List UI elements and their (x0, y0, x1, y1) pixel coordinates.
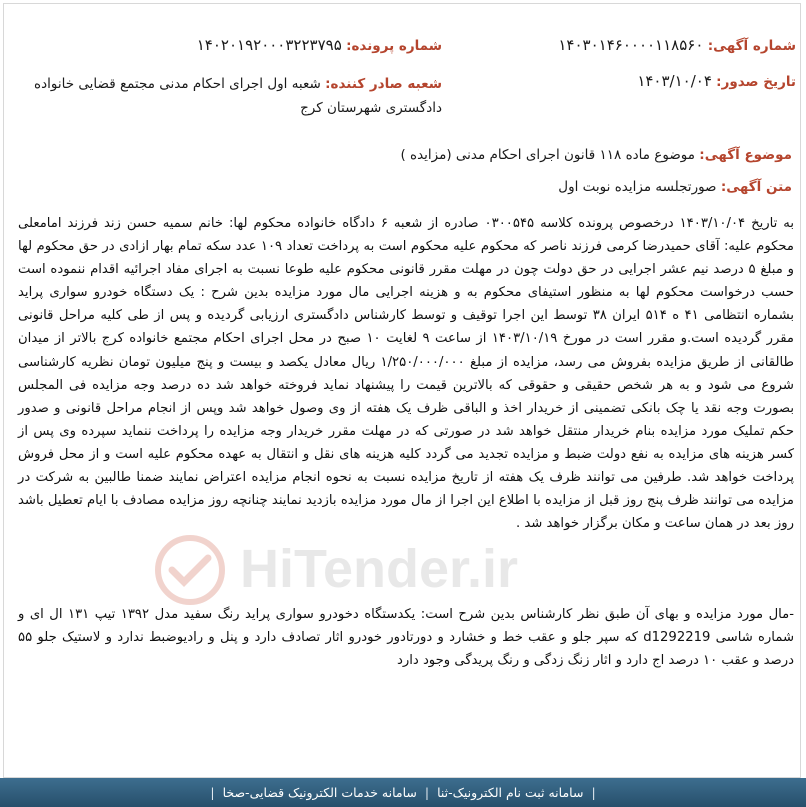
ad-number-label: شماره آگهی: (707, 38, 796, 54)
notice-body-paragraph-1: به تاریخ ۱۴۰۳/۱۰/۰۴ درخصوص پرونده کلاسه ۰۳۰۰۵۴۵ صادره از شعبه ۶ دادگاه خانواده محکوم لها: خانم سمیه حسن زند فرزند امامعلی محکوم علیه: آقای حمیدرضا کرمی فرزند ناصر که محکوم علیه محکوم است به پرداخت تعداد ۱۰۹ عدد سکه تمام بهار ازادی در حق محکوم لها و مبلغ ۵ درصد نیم عشر اجرایی در حق دولت چون در مهلت مقرر قانونی محکوم علیه طوعا نسبت به اجرای مفاد اجرائیه اقدام ننموده است حسب درخواست محکوم لها به منظور استیفای محکوم به و هزینه اجرایی مال مورد مزایده بدین شرح : یک دستگاه خودرو سواری پراید بشماره انتظامی ۴۱ ه ۵۱۴ ایران ۳۸ توسط این اجرا توقیف و توسط کارشناس دادگستری ارزیابی گردیده و پس از طی کلیه مراحل قانونی مقرر گردیده است.و مقرر است در مورخ ۱۴۰۳/۱۰/۱۹ از ساعت ۹ لغایت ۱۰ صبح در محل اجرای احکام مجتمع خانواده کرج بالاتر از میدان طالقانی از طریق مزایده بفروش می رسد، مزایده از مبلغ ۱/۲۵۰/۰۰۰/۰۰۰ ریال معادل یکصد و بیست و پنج میلیون تومان نظریه کارشناسی شروع می شود و به هر شخص حقیقی و حقوقی که بالاترین قیمت را پیشنهاد نماید فروخته خواهد شد ده درصد وجه مزایده فی المجلس بصورت وجه نقد یا چک بانکی تضمینی از خریدار اخذ و الباقی ظرف یک هفته از وی وصول خواهد شد وپس از انجام مراحل قانونی و صدور حکم تملیک مورد مزایده بنام خریدار منتقل خواهد شد در صورتی که در مهلت مقرر خریدار وجه مزایده را پرداخت ننماید سپرده وی پس از کسر هزینه های مزایده به نفع دولت ضبط و مزایده تجدید می گردد کلیه هزینه های نقل و انتقال به عهده محکوم علیه است و از محل فروش پرداخت خواهد شد. طرفین می توانند ظرف یک هفته از تاریخ مزایده نسبت به نحوه انجام مزایده اعتراض نمایند ضمنا طالبین به شرکت در مزایده می توانند ظرف پنج روز قبل از مزایده با اطلاع این اجرا از مال مورد مزایده بازدید نمایند چنانچه روز مزایده مصادف با ایام تعطیل باشد روز بعد در همان ساعت و مکان برگزار خواهد شد . (18, 216, 795, 532)
footer-separator: | (210, 785, 215, 800)
subject-row (400, 146, 792, 164)
notice-body-paragraph-2: -مال مورد مزایده و بهای آن طبق نظر کارشناس بدین شرح است: یکدستگاه دخودرو سواری پراید رنگ سفید مدل ۱۳۹۲ تیپ ۱۳۱ ال ای و شماره شاسی d1292219 که سپر جلو و عقب خط و خشارد و دورتادور خودرو اثار تصادف دارد و پنل و رادیوضبط ندارد و لاستیک جلو ۵۵ درصد و عقب ۱۰ درصد اج دارد و اثار زنگ زدگی و رنگ پریدگی وجود دارد (18, 607, 794, 669)
ad-text-value: صورتجلسه مزایده نوبت اول (558, 179, 717, 195)
ad-text-label: متن آگهی: (720, 179, 792, 195)
issuer-row (24, 72, 442, 120)
watermark-text: HiTender.ir (240, 539, 519, 599)
ad-number-row (558, 36, 796, 55)
subject-label: موضوع آگهی: (699, 147, 792, 163)
subject-value: موضوع ماده ۱۱۸ قانون اجرای احکام مدنی (مزایده ) (400, 147, 695, 163)
footer-link-sakha[interactable]: سامانه خدمات الکترونیک قضایی-صخا (222, 785, 417, 800)
ad-number-value: ۱۴۰۳۰۱۴۶۰۰۰۰۱۱۸۵۶۰ (558, 36, 704, 54)
issue-date-value: ۱۴۰۳/۱۰/۰۴ (637, 72, 712, 90)
ad-text-row (558, 178, 792, 196)
case-number-row (197, 36, 442, 55)
footer-link-sana[interactable]: سامانه ثبت نام الکترونیک-ثنا (437, 785, 584, 800)
case-number-value: ۱۴۰۲۰۱۹۲۰۰۰۳۲۲۳۷۹۵ (196, 36, 342, 54)
issue-date-label: تاریخ صدور: (716, 74, 796, 90)
footer-bar (0, 778, 806, 807)
issuer-value: شعبه اول اجرای احکام مدنی مجتمع قضایی خانواده دادگستری شهرستان کرج (34, 76, 442, 116)
footer-separator: | (591, 785, 596, 800)
footer-separator: | (424, 785, 430, 800)
issuer-label: شعبه صادر کننده: (325, 76, 442, 92)
issue-date-row (637, 72, 796, 91)
case-number-label: شماره پرونده: (346, 38, 442, 54)
